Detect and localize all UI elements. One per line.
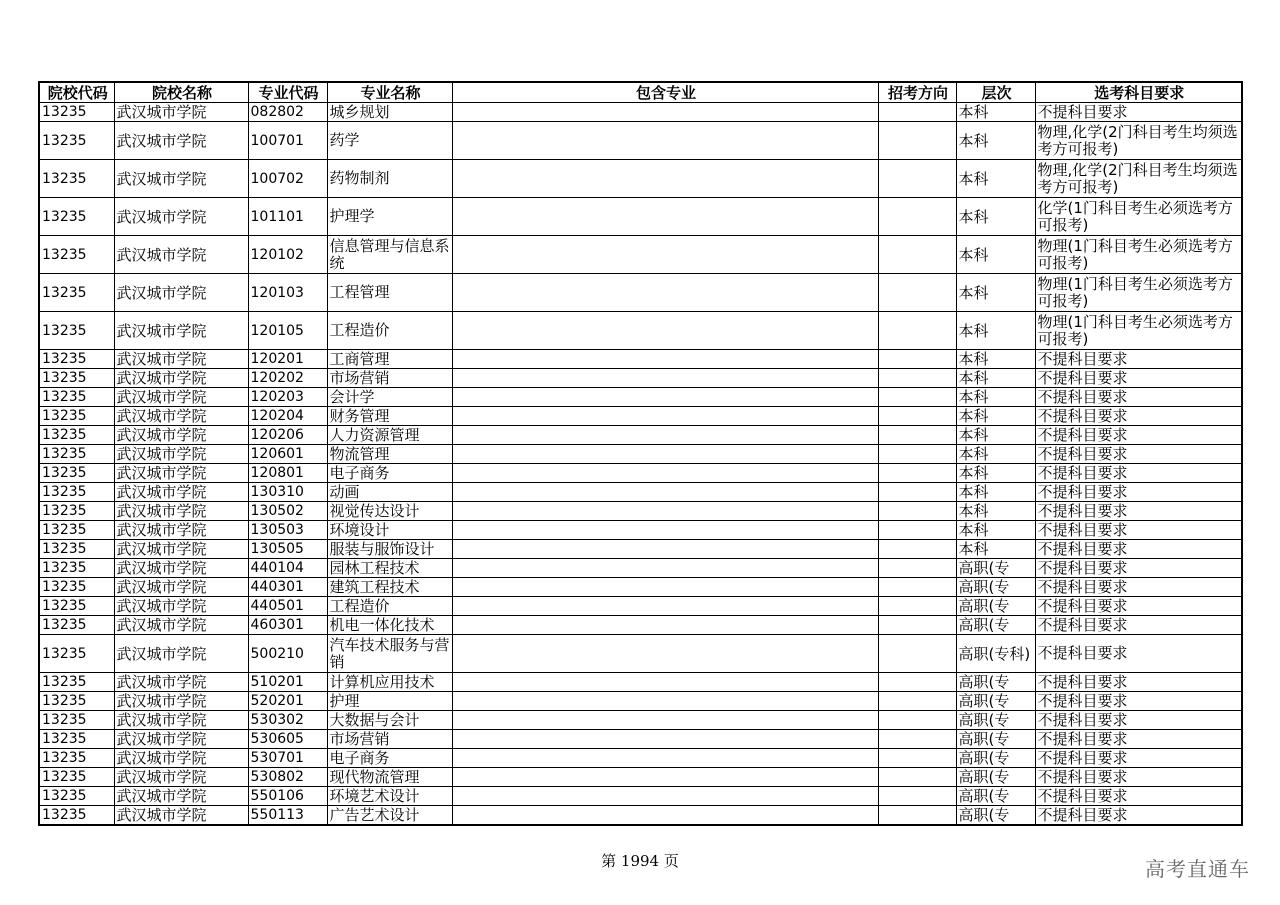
cell-requirement: 不提科目要求 [1035, 502, 1242, 521]
cell-requirement: 物理(1门科目考生必须选考方可报考) [1035, 236, 1242, 274]
cell-direction [878, 749, 956, 768]
cell-major-code: 500210 [248, 635, 327, 673]
cell-included-majors [452, 502, 878, 521]
cell-level: 高职(专 [956, 806, 1035, 826]
cell-level: 本科 [956, 521, 1035, 540]
cell-requirement: 不提科目要求 [1035, 806, 1242, 826]
cell-school-code: 13235 [39, 236, 114, 274]
cell-included-majors [452, 540, 878, 559]
cell-major-name: 工商管理 [327, 350, 452, 369]
cell-requirement: 物理,化学(2门科目考生均须选考方可报考) [1035, 122, 1242, 160]
cell-requirement: 不提科目要求 [1035, 483, 1242, 502]
cell-major-name: 工程造价 [327, 312, 452, 350]
cell-major-code: 120204 [248, 407, 327, 426]
header-school-name: 院校名称 [114, 82, 248, 103]
cell-major-code: 440104 [248, 559, 327, 578]
cell-major-code: 550113 [248, 806, 327, 826]
cell-school-name: 武汉城市学院 [114, 711, 248, 730]
cell-major-name: 药学 [327, 122, 452, 160]
cell-direction [878, 274, 956, 312]
cell-school-name: 武汉城市学院 [114, 350, 248, 369]
table-row [39, 483, 1242, 502]
page-number: 第 1994 页 [601, 852, 679, 870]
cell-included-majors [452, 198, 878, 236]
cell-major-code: 100702 [248, 160, 327, 198]
cell-school-code: 13235 [39, 749, 114, 768]
cell-requirement: 不提科目要求 [1035, 521, 1242, 540]
cell-direction [878, 521, 956, 540]
cell-major-code: 530701 [248, 749, 327, 768]
cell-included-majors [452, 274, 878, 312]
cell-included-majors [452, 749, 878, 768]
cell-level: 本科 [956, 502, 1035, 521]
cell-included-majors [452, 521, 878, 540]
cell-school-code: 13235 [39, 274, 114, 312]
table-row [39, 426, 1242, 445]
cell-level: 高职(专 [956, 749, 1035, 768]
cell-major-code: 120202 [248, 369, 327, 388]
table-row [39, 160, 1242, 198]
cell-requirement: 不提科目要求 [1035, 350, 1242, 369]
cell-school-code: 13235 [39, 635, 114, 673]
cell-school-name: 武汉城市学院 [114, 236, 248, 274]
cell-major-name: 物流管理 [327, 445, 452, 464]
cell-school-name: 武汉城市学院 [114, 768, 248, 787]
table-row [39, 464, 1242, 483]
cell-requirement: 不提科目要求 [1035, 388, 1242, 407]
cell-major-code: 520201 [248, 692, 327, 711]
cell-school-name: 武汉城市学院 [114, 502, 248, 521]
cell-school-name: 武汉城市学院 [114, 521, 248, 540]
cell-major-name: 服装与服饰设计 [327, 540, 452, 559]
cell-level: 高职(专 [956, 673, 1035, 692]
cell-level: 本科 [956, 464, 1035, 483]
cell-school-code: 13235 [39, 426, 114, 445]
cell-included-majors [452, 768, 878, 787]
header-school-code: 院校代码 [39, 82, 114, 103]
cell-major-code: 120201 [248, 350, 327, 369]
cell-direction [878, 445, 956, 464]
cell-requirement: 不提科目要求 [1035, 369, 1242, 388]
cell-major-name: 汽车技术服务与营销 [327, 635, 452, 673]
cell-direction [878, 122, 956, 160]
table-row [39, 521, 1242, 540]
cell-school-code: 13235 [39, 597, 114, 616]
cell-requirement: 不提科目要求 [1035, 749, 1242, 768]
cell-major-name: 现代物流管理 [327, 768, 452, 787]
cell-direction [878, 597, 956, 616]
cell-included-majors [452, 160, 878, 198]
cell-major-name: 视觉传达设计 [327, 502, 452, 521]
table-row [39, 673, 1242, 692]
cell-school-name: 武汉城市学院 [114, 407, 248, 426]
cell-requirement: 不提科目要求 [1035, 787, 1242, 806]
cell-major-name: 市场营销 [327, 369, 452, 388]
table-row [39, 122, 1242, 160]
cell-included-majors [452, 426, 878, 445]
table-row [39, 103, 1242, 122]
table-row [39, 768, 1242, 787]
cell-direction [878, 502, 956, 521]
cell-direction [878, 407, 956, 426]
cell-school-name: 武汉城市学院 [114, 673, 248, 692]
cell-major-name: 电子商务 [327, 464, 452, 483]
cell-school-code: 13235 [39, 350, 114, 369]
cell-school-name: 武汉城市学院 [114, 749, 248, 768]
table-row [39, 730, 1242, 749]
cell-requirement: 不提科目要求 [1035, 445, 1242, 464]
cell-level: 本科 [956, 388, 1035, 407]
cell-school-name: 武汉城市学院 [114, 369, 248, 388]
cell-requirement: 物理(1门科目考生必须选考方可报考) [1035, 312, 1242, 350]
cell-requirement: 不提科目要求 [1035, 711, 1242, 730]
cell-major-code: 120601 [248, 445, 327, 464]
cell-school-name: 武汉城市学院 [114, 616, 248, 635]
cell-school-name: 武汉城市学院 [114, 312, 248, 350]
cell-school-name: 武汉城市学院 [114, 635, 248, 673]
table-row [39, 407, 1242, 426]
cell-direction [878, 711, 956, 730]
cell-included-majors [452, 730, 878, 749]
table-row [39, 369, 1242, 388]
cell-school-code: 13235 [39, 711, 114, 730]
cell-school-name: 武汉城市学院 [114, 464, 248, 483]
cell-major-name: 工程造价 [327, 597, 452, 616]
table-row [39, 559, 1242, 578]
cell-school-name: 武汉城市学院 [114, 160, 248, 198]
cell-school-code: 13235 [39, 502, 114, 521]
cell-major-code: 120203 [248, 388, 327, 407]
cell-included-majors [452, 407, 878, 426]
admission-table [38, 81, 1243, 826]
table-body [39, 103, 1242, 826]
cell-school-name: 武汉城市学院 [114, 559, 248, 578]
table-row [39, 388, 1242, 407]
table-row [39, 198, 1242, 236]
cell-school-name: 武汉城市学院 [114, 730, 248, 749]
table-row [39, 635, 1242, 673]
cell-level: 本科 [956, 407, 1035, 426]
cell-included-majors [452, 445, 878, 464]
cell-major-name: 环境艺术设计 [327, 787, 452, 806]
cell-major-name: 药物制剂 [327, 160, 452, 198]
cell-requirement: 不提科目要求 [1035, 559, 1242, 578]
cell-major-name: 财务管理 [327, 407, 452, 426]
cell-major-name: 机电一体化技术 [327, 616, 452, 635]
cell-major-name: 护理学 [327, 198, 452, 236]
table-row [39, 578, 1242, 597]
cell-direction [878, 578, 956, 597]
cell-requirement: 不提科目要求 [1035, 768, 1242, 787]
table-row [39, 540, 1242, 559]
cell-school-code: 13235 [39, 312, 114, 350]
cell-school-name: 武汉城市学院 [114, 597, 248, 616]
cell-school-name: 武汉城市学院 [114, 692, 248, 711]
header-level: 层次 [956, 82, 1035, 103]
cell-level: 高职(专 [956, 768, 1035, 787]
cell-direction [878, 312, 956, 350]
cell-school-name: 武汉城市学院 [114, 122, 248, 160]
table-row [39, 749, 1242, 768]
cell-level: 高职(专 [956, 578, 1035, 597]
cell-requirement: 不提科目要求 [1035, 635, 1242, 673]
cell-included-majors [452, 616, 878, 635]
cell-school-code: 13235 [39, 369, 114, 388]
cell-major-code: 120103 [248, 274, 327, 312]
cell-direction [878, 730, 956, 749]
cell-school-code: 13235 [39, 198, 114, 236]
cell-school-code: 13235 [39, 730, 114, 749]
header-requirement: 选考科目要求 [1035, 82, 1242, 103]
cell-direction [878, 198, 956, 236]
table-row [39, 787, 1242, 806]
cell-direction [878, 350, 956, 369]
cell-school-code: 13235 [39, 540, 114, 559]
cell-requirement: 不提科目要求 [1035, 407, 1242, 426]
cell-direction [878, 369, 956, 388]
cell-school-code: 13235 [39, 122, 114, 160]
cell-direction [878, 635, 956, 673]
cell-level: 高职(专科) [956, 635, 1035, 673]
cell-school-code: 13235 [39, 388, 114, 407]
cell-included-majors [452, 559, 878, 578]
cell-major-name: 护理 [327, 692, 452, 711]
cell-school-code: 13235 [39, 806, 114, 826]
cell-school-name: 武汉城市学院 [114, 806, 248, 826]
table-row [39, 502, 1242, 521]
cell-requirement: 不提科目要求 [1035, 540, 1242, 559]
cell-school-code: 13235 [39, 692, 114, 711]
header-major-name: 专业名称 [327, 82, 452, 103]
cell-direction [878, 559, 956, 578]
cell-level: 本科 [956, 426, 1035, 445]
cell-included-majors [452, 711, 878, 730]
cell-school-code: 13235 [39, 768, 114, 787]
cell-requirement: 物理,化学(2门科目考生均须选考方可报考) [1035, 160, 1242, 198]
cell-major-name: 人力资源管理 [327, 426, 452, 445]
cell-included-majors [452, 597, 878, 616]
cell-level: 本科 [956, 103, 1035, 122]
cell-direction [878, 673, 956, 692]
cell-school-name: 武汉城市学院 [114, 787, 248, 806]
cell-school-name: 武汉城市学院 [114, 445, 248, 464]
cell-school-code: 13235 [39, 787, 114, 806]
cell-major-code: 120801 [248, 464, 327, 483]
cell-major-name: 市场营销 [327, 730, 452, 749]
cell-included-majors [452, 312, 878, 350]
cell-requirement: 化学(1门科目考生必须选考方可报考) [1035, 198, 1242, 236]
cell-school-code: 13235 [39, 673, 114, 692]
cell-major-code: 440301 [248, 578, 327, 597]
cell-direction [878, 540, 956, 559]
table-row [39, 711, 1242, 730]
cell-level: 本科 [956, 540, 1035, 559]
cell-included-majors [452, 369, 878, 388]
cell-major-code: 130310 [248, 483, 327, 502]
cell-included-majors [452, 122, 878, 160]
cell-direction [878, 787, 956, 806]
cell-included-majors [452, 673, 878, 692]
cell-requirement: 不提科目要求 [1035, 426, 1242, 445]
cell-major-name: 园林工程技术 [327, 559, 452, 578]
cell-requirement: 不提科目要求 [1035, 103, 1242, 122]
cell-major-code: 460301 [248, 616, 327, 635]
cell-level: 高职(专 [956, 692, 1035, 711]
cell-major-code: 440501 [248, 597, 327, 616]
cell-school-code: 13235 [39, 616, 114, 635]
cell-requirement: 物理(1门科目考生必须选考方可报考) [1035, 274, 1242, 312]
cell-major-name: 计算机应用技术 [327, 673, 452, 692]
cell-major-code: 130503 [248, 521, 327, 540]
cell-major-name: 建筑工程技术 [327, 578, 452, 597]
cell-included-majors [452, 236, 878, 274]
cell-requirement: 不提科目要求 [1035, 730, 1242, 749]
cell-major-name: 广告艺术设计 [327, 806, 452, 826]
cell-included-majors [452, 806, 878, 826]
cell-school-code: 13235 [39, 445, 114, 464]
cell-school-code: 13235 [39, 160, 114, 198]
cell-included-majors [452, 787, 878, 806]
cell-major-code: 100701 [248, 122, 327, 160]
cell-school-name: 武汉城市学院 [114, 103, 248, 122]
header-direction: 招考方向 [878, 82, 956, 103]
cell-included-majors [452, 388, 878, 407]
cell-requirement: 不提科目要求 [1035, 597, 1242, 616]
cell-level: 高职(专 [956, 559, 1035, 578]
table-row [39, 692, 1242, 711]
table-row [39, 350, 1242, 369]
table-row [39, 616, 1242, 635]
cell-school-name: 武汉城市学院 [114, 198, 248, 236]
cell-level: 高职(专 [956, 711, 1035, 730]
cell-major-name: 大数据与会计 [327, 711, 452, 730]
cell-included-majors [452, 103, 878, 122]
cell-direction [878, 160, 956, 198]
table-row [39, 445, 1242, 464]
cell-direction [878, 768, 956, 787]
table-row [39, 274, 1242, 312]
table-row [39, 597, 1242, 616]
cell-major-code: 120105 [248, 312, 327, 350]
cell-major-code: 130502 [248, 502, 327, 521]
table-row [39, 806, 1242, 826]
cell-school-name: 武汉城市学院 [114, 274, 248, 312]
cell-level: 本科 [956, 350, 1035, 369]
table-row [39, 236, 1242, 274]
cell-major-code: 130505 [248, 540, 327, 559]
cell-level: 高职(专 [956, 730, 1035, 749]
header-included-majors: 包含专业 [452, 82, 878, 103]
cell-requirement: 不提科目要求 [1035, 464, 1242, 483]
cell-level: 本科 [956, 236, 1035, 274]
cell-level: 本科 [956, 369, 1035, 388]
cell-direction [878, 103, 956, 122]
cell-school-code: 13235 [39, 407, 114, 426]
cell-requirement: 不提科目要求 [1035, 616, 1242, 635]
cell-school-code: 13235 [39, 559, 114, 578]
cell-school-name: 武汉城市学院 [114, 540, 248, 559]
cell-direction [878, 388, 956, 407]
cell-level: 高职(专 [956, 787, 1035, 806]
cell-level: 本科 [956, 160, 1035, 198]
table-row [39, 312, 1242, 350]
cell-requirement: 不提科目要求 [1035, 692, 1242, 711]
cell-major-name: 会计学 [327, 388, 452, 407]
cell-major-name: 城乡规划 [327, 103, 452, 122]
cell-school-code: 13235 [39, 103, 114, 122]
cell-school-name: 武汉城市学院 [114, 388, 248, 407]
cell-level: 本科 [956, 483, 1035, 502]
cell-major-code: 120206 [248, 426, 327, 445]
cell-level: 本科 [956, 274, 1035, 312]
cell-major-code: 082802 [248, 103, 327, 122]
cell-included-majors [452, 350, 878, 369]
cell-level: 本科 [956, 312, 1035, 350]
cell-direction [878, 426, 956, 445]
cell-school-name: 武汉城市学院 [114, 426, 248, 445]
cell-direction [878, 616, 956, 635]
cell-major-name: 动画 [327, 483, 452, 502]
cell-major-code: 530802 [248, 768, 327, 787]
header-major-code: 专业代码 [248, 82, 327, 103]
cell-major-code: 530605 [248, 730, 327, 749]
cell-included-majors [452, 692, 878, 711]
cell-included-majors [452, 635, 878, 673]
cell-level: 高职(专 [956, 616, 1035, 635]
cell-major-code: 530302 [248, 711, 327, 730]
cell-direction [878, 464, 956, 483]
cell-major-code: 120102 [248, 236, 327, 274]
cell-major-code: 550106 [248, 787, 327, 806]
cell-requirement: 不提科目要求 [1035, 578, 1242, 597]
cell-included-majors [452, 464, 878, 483]
watermark: 高考直通车 [1145, 857, 1250, 881]
cell-direction [878, 692, 956, 711]
cell-school-code: 13235 [39, 521, 114, 540]
cell-direction [878, 806, 956, 826]
cell-major-code: 101101 [248, 198, 327, 236]
cell-school-code: 13235 [39, 464, 114, 483]
cell-major-name: 环境设计 [327, 521, 452, 540]
header-row [39, 82, 1242, 103]
cell-level: 本科 [956, 122, 1035, 160]
cell-included-majors [452, 578, 878, 597]
cell-major-code: 510201 [248, 673, 327, 692]
cell-major-name: 信息管理与信息系统 [327, 236, 452, 274]
cell-included-majors [452, 483, 878, 502]
cell-major-name: 电子商务 [327, 749, 452, 768]
cell-level: 本科 [956, 445, 1035, 464]
cell-direction [878, 483, 956, 502]
cell-level: 本科 [956, 198, 1035, 236]
cell-school-code: 13235 [39, 578, 114, 597]
cell-school-code: 13235 [39, 483, 114, 502]
cell-school-name: 武汉城市学院 [114, 578, 248, 597]
cell-requirement: 不提科目要求 [1035, 673, 1242, 692]
cell-major-name: 工程管理 [327, 274, 452, 312]
cell-school-name: 武汉城市学院 [114, 483, 248, 502]
cell-level: 高职(专 [956, 597, 1035, 616]
cell-direction [878, 236, 956, 274]
